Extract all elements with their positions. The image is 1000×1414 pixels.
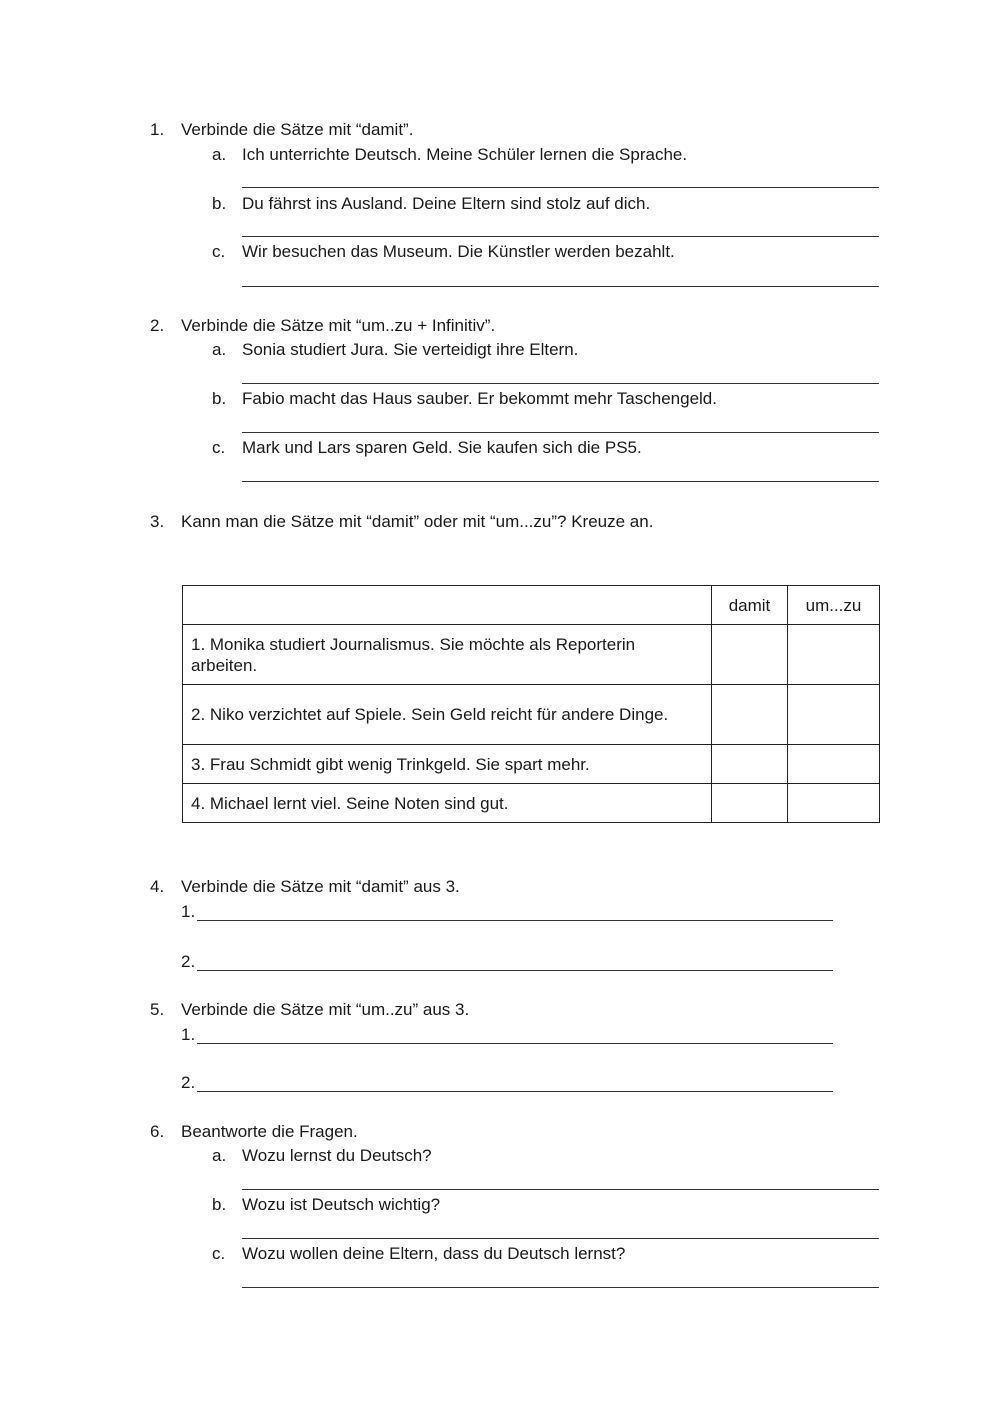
checkbox-cell-damit[interactable]	[712, 745, 788, 784]
question-2c-text: Mark und Lars sparen Geld. Sie kaufen sich die PS5.	[242, 438, 642, 457]
question-4-line-1-label: 1.	[181, 902, 196, 921]
answer-line-6a[interactable]	[242, 1189, 879, 1190]
checkbox-cell-um-zu[interactable]	[788, 784, 880, 823]
table-header-sentence	[183, 586, 712, 625]
table-header-row	[183, 586, 880, 625]
table-header-um-zu: um...zu	[788, 586, 880, 625]
question-5-line-2-label: 2.	[181, 1073, 196, 1092]
answer-line-1a[interactable]	[242, 187, 879, 188]
question-6b-text: Wozu ist Deutsch wichtig?	[242, 1195, 441, 1214]
answer-line-1b[interactable]	[242, 236, 879, 237]
question-6a-text: Wozu lernst du Deutsch?	[242, 1146, 432, 1165]
answer-line-5-1[interactable]	[197, 1043, 833, 1044]
checkbox-cell-damit[interactable]	[712, 685, 788, 745]
table-row	[183, 745, 880, 784]
question-3-instruction: Kann man die Sätze mit “damit” oder mit “um...zu”? Kreuze an.	[181, 512, 654, 531]
question-3-number: 3.	[150, 512, 165, 531]
table-header-damit: damit	[712, 586, 788, 625]
table-row-sentence: 1. Monika studiert Journalismus. Sie möchte als Reporterin arbeiten.	[183, 625, 712, 685]
damit-um-zu-table	[182, 585, 880, 823]
question-5-number: 5.	[150, 1000, 165, 1019]
question-4-number: 4.	[150, 877, 165, 896]
checkbox-cell-damit[interactable]	[712, 784, 788, 823]
question-6a-label: a.	[212, 1146, 227, 1165]
checkbox-cell-damit[interactable]	[712, 625, 788, 685]
table-row	[183, 625, 880, 685]
question-6b-label: b.	[212, 1195, 227, 1214]
question-2b-text: Fabio macht das Haus sauber. Er bekommt mehr Taschengeld.	[242, 389, 717, 408]
question-2-instruction: Verbinde die Sätze mit “um..zu + Infinitiv”.	[181, 316, 496, 335]
question-6-instruction: Beantworte die Fragen.	[181, 1122, 358, 1141]
question-1-number: 1.	[150, 120, 165, 139]
question-1c-text: Wir besuchen das Museum. Die Künstler werden bezahlt.	[242, 242, 675, 261]
question-1a-label: a.	[212, 145, 227, 164]
answer-line-5-2[interactable]	[197, 1091, 833, 1092]
question-1a-text: Ich unterrichte Deutsch. Meine Schüler lernen die Sprache.	[242, 145, 688, 164]
question-2-number: 2.	[150, 316, 165, 335]
question-2c-label: c.	[212, 438, 226, 457]
question-6c-text: Wozu wollen deine Eltern, dass du Deutsch lernst?	[242, 1244, 626, 1263]
question-1b-text: Du fährst ins Ausland. Deine Eltern sind stolz auf dich.	[242, 194, 651, 213]
question-5-instruction: Verbinde die Sätze mit “um..zu” aus 3.	[181, 1000, 470, 1019]
question-1c-label: c.	[212, 242, 226, 261]
question-6-number: 6.	[150, 1122, 165, 1141]
question-2a-label: a.	[212, 340, 227, 359]
answer-line-4-1[interactable]	[197, 920, 833, 921]
checkbox-cell-um-zu[interactable]	[788, 625, 880, 685]
answer-line-2b[interactable]	[242, 432, 879, 433]
table-row-sentence: 3. Frau Schmidt gibt wenig Trinkgeld. Sie spart mehr.	[183, 745, 712, 784]
question-2a-text: Sonia studiert Jura. Sie verteidigt ihre Eltern.	[242, 340, 579, 359]
table-row	[183, 685, 880, 745]
table-row-sentence: 4. Michael lernt viel. Seine Noten sind gut.	[183, 784, 712, 823]
question-6c-label: c.	[212, 1244, 226, 1263]
question-2b-label: b.	[212, 389, 227, 408]
answer-line-2c[interactable]	[242, 481, 879, 482]
question-1b-label: b.	[212, 194, 227, 213]
question-4-line-2-label: 2.	[181, 952, 196, 971]
checkbox-cell-um-zu[interactable]	[788, 745, 880, 784]
answer-line-1c[interactable]	[242, 286, 879, 287]
answer-line-6c[interactable]	[242, 1287, 879, 1288]
answer-line-6b[interactable]	[242, 1238, 879, 1239]
table-row-sentence: 2. Niko verzichtet auf Spiele. Sein Geld reicht für andere Dinge.	[183, 685, 712, 745]
question-5-line-1-label: 1.	[181, 1025, 196, 1044]
checkbox-cell-um-zu[interactable]	[788, 685, 880, 745]
question-4-instruction: Verbinde die Sätze mit “damit” aus 3.	[181, 877, 460, 896]
question-1-instruction: Verbinde die Sätze mit “damit”.	[181, 120, 414, 139]
table-row	[183, 784, 880, 823]
answer-line-2a[interactable]	[242, 383, 879, 384]
answer-line-4-2[interactable]	[197, 970, 833, 971]
